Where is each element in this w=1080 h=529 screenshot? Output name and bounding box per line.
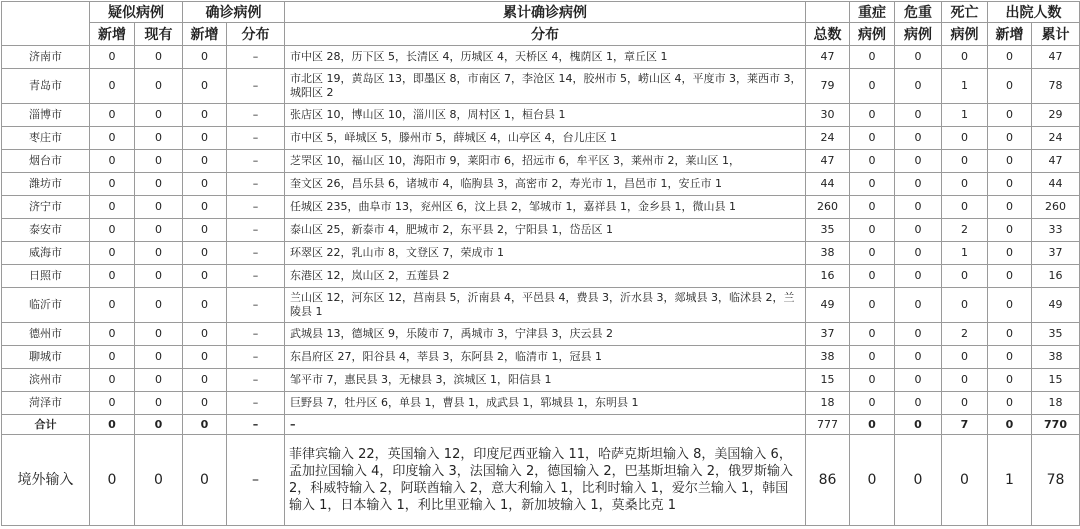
table-row (2, 346, 1080, 369)
suspected-new-cell: 0 (90, 415, 135, 435)
total-cell: 30 (806, 104, 850, 127)
severe-cell: 0 (850, 435, 895, 526)
death-cell: 0 (942, 265, 988, 288)
confirmed-distribution-cell: – (227, 127, 285, 150)
severe-cell: 0 (850, 127, 895, 150)
total-cell: 86 (806, 435, 850, 526)
distribution-cell: 张店区 10，博山区 10，淄川区 8，周村区 1，桓台县 1 (285, 104, 806, 127)
city-cell: 合计 (2, 415, 90, 435)
critical-cell: 0 (895, 196, 942, 219)
total-row (2, 415, 1080, 435)
confirmed-new-cell: 0 (183, 288, 227, 323)
suspected-new-cell: 0 (90, 242, 135, 265)
death-cell: 0 (942, 369, 988, 392)
critical-cell: 0 (895, 127, 942, 150)
suspected-current-cell: 0 (135, 346, 183, 369)
death-cell: 0 (942, 46, 988, 69)
severe-cell: 0 (850, 104, 895, 127)
confirmed-new-cell: 0 (183, 196, 227, 219)
suspected-current-cell: 0 (135, 104, 183, 127)
death-cell: 0 (942, 392, 988, 415)
confirmed-new-cell: 0 (183, 150, 227, 173)
critical-cell: 0 (895, 104, 942, 127)
discharged-new-cell: 0 (988, 46, 1032, 69)
suspected-new-cell: 0 (90, 346, 135, 369)
city-cell: 济南市 (2, 46, 90, 69)
suspected-new-cell: 0 (90, 196, 135, 219)
total-cell: 260 (806, 196, 850, 219)
discharged-total-cell: 44 (1032, 173, 1080, 196)
confirmed-new-cell: 0 (183, 173, 227, 196)
critical-cell: 0 (895, 415, 942, 435)
confirmed-distribution-cell: – (227, 69, 285, 104)
suspected-current-cell: 0 (135, 288, 183, 323)
death-cell: 0 (942, 346, 988, 369)
city-cell: 临沂市 (2, 288, 90, 323)
distribution-cell: 奎文区 26，昌乐县 6，诸城市 4，临朐县 3，高密市 2，寿光市 1，昌邑市 1，安丘市 1 (285, 173, 806, 196)
header-discharged-new: 新增 (988, 23, 1032, 46)
table-row (2, 288, 1080, 323)
severe-cell: 0 (850, 150, 895, 173)
death-cell: 0 (942, 196, 988, 219)
suspected-new-cell: 0 (90, 323, 135, 346)
suspected-current-cell: 0 (135, 196, 183, 219)
distribution-cell: 泰山区 25，新泰市 4，肥城市 2，东平县 2，宁阳县 1，岱岳区 1 (285, 219, 806, 242)
table-row (2, 242, 1080, 265)
discharged-new-cell: 0 (988, 323, 1032, 346)
confirmed-new-cell: 0 (183, 46, 227, 69)
total-cell: 49 (806, 288, 850, 323)
discharged-total-cell: 260 (1032, 196, 1080, 219)
suspected-new-cell: 0 (90, 69, 135, 104)
table-row (2, 323, 1080, 346)
distribution-cell: 巨野县 7，牡丹区 6，单县 1，曹县 1，成武县 1，郓城县 1，东明县 1 (285, 392, 806, 415)
header-critical: 危重 (895, 2, 942, 23)
confirmed-distribution-cell: – (227, 173, 285, 196)
discharged-total-cell: 78 (1032, 69, 1080, 104)
header-confirmed: 确诊病例 (183, 2, 285, 23)
confirmed-distribution-cell: – (227, 150, 285, 173)
confirmed-new-cell: 0 (183, 265, 227, 288)
header-city-blank (2, 2, 90, 46)
suspected-current-cell: 0 (135, 323, 183, 346)
discharged-total-cell: 16 (1032, 265, 1080, 288)
discharged-new-cell: 0 (988, 242, 1032, 265)
suspected-current-cell: 0 (135, 150, 183, 173)
discharged-total-cell: 35 (1032, 323, 1080, 346)
total-cell: 37 (806, 323, 850, 346)
distribution-cell: 环翠区 22，乳山市 8，文登区 7，荣成市 1 (285, 242, 806, 265)
suspected-new-cell: 0 (90, 127, 135, 150)
city-cell: 境外输入 (2, 435, 90, 526)
city-cell: 威海市 (2, 242, 90, 265)
total-cell: 15 (806, 369, 850, 392)
city-cell: 菏泽市 (2, 392, 90, 415)
total-cell: 16 (806, 265, 850, 288)
death-cell: 0 (942, 288, 988, 323)
header-suspected-current: 现有 (135, 23, 183, 46)
death-cell: 7 (942, 415, 988, 435)
suspected-current-cell: 0 (135, 265, 183, 288)
discharged-total-cell: 37 (1032, 242, 1080, 265)
table-row (2, 173, 1080, 196)
suspected-new-cell: 0 (90, 173, 135, 196)
critical-cell: 0 (895, 369, 942, 392)
confirmed-distribution-cell: – (227, 392, 285, 415)
header-death: 死亡 (942, 2, 988, 23)
total-cell: 35 (806, 219, 850, 242)
suspected-new-cell: 0 (90, 369, 135, 392)
death-cell: 1 (942, 69, 988, 104)
confirmed-new-cell: 0 (183, 415, 227, 435)
confirmed-distribution-cell: – (227, 415, 285, 435)
city-cell: 淄博市 (2, 104, 90, 127)
covid-case-table (1, 1, 1080, 526)
suspected-new-cell: 0 (90, 392, 135, 415)
discharged-new-cell: 0 (988, 219, 1032, 242)
death-cell: 2 (942, 323, 988, 346)
severe-cell: 0 (850, 369, 895, 392)
suspected-new-cell: 0 (90, 265, 135, 288)
severe-cell: 0 (850, 288, 895, 323)
severe-cell: 0 (850, 415, 895, 435)
discharged-new-cell: 0 (988, 369, 1032, 392)
total-cell: 24 (806, 127, 850, 150)
header-discharged: 出院人数 (988, 2, 1080, 23)
confirmed-distribution-cell: – (227, 242, 285, 265)
header-total-blank (806, 2, 850, 23)
header-severe-cases: 病例 (850, 23, 895, 46)
total-cell: 44 (806, 173, 850, 196)
header-death-cases: 病例 (942, 23, 988, 46)
city-cell: 聊城市 (2, 346, 90, 369)
total-cell: 38 (806, 346, 850, 369)
confirmed-new-cell: 0 (183, 346, 227, 369)
severe-cell: 0 (850, 346, 895, 369)
confirmed-distribution-cell: – (227, 435, 285, 526)
confirmed-distribution-cell: – (227, 219, 285, 242)
header-suspected: 疑似病例 (90, 2, 183, 23)
table-row (2, 392, 1080, 415)
suspected-current-cell: 0 (135, 415, 183, 435)
header-discharged-total: 累计 (1032, 23, 1080, 46)
discharged-new-cell: 0 (988, 415, 1032, 435)
discharged-new-cell: 0 (988, 288, 1032, 323)
suspected-new-cell: 0 (90, 219, 135, 242)
discharged-total-cell: 24 (1032, 127, 1080, 150)
critical-cell: 0 (895, 346, 942, 369)
table-row (2, 104, 1080, 127)
confirmed-new-cell: 0 (183, 219, 227, 242)
discharged-new-cell: 0 (988, 104, 1032, 127)
table-row (2, 219, 1080, 242)
critical-cell: 0 (895, 173, 942, 196)
critical-cell: 0 (895, 150, 942, 173)
city-cell: 济宁市 (2, 196, 90, 219)
discharged-new-cell: 0 (988, 265, 1032, 288)
total-cell: 47 (806, 150, 850, 173)
header-total: 总数 (806, 23, 850, 46)
death-cell: 0 (942, 173, 988, 196)
table-row (2, 196, 1080, 219)
severe-cell: 0 (850, 196, 895, 219)
critical-cell: 0 (895, 242, 942, 265)
confirmed-new-cell: 0 (183, 435, 227, 526)
discharged-new-cell: 0 (988, 392, 1032, 415)
header-suspected-new: 新增 (90, 23, 135, 46)
distribution-cell: 东港区 12，岚山区 2，五莲县 2 (285, 265, 806, 288)
severe-cell: 0 (850, 265, 895, 288)
death-cell: 0 (942, 435, 988, 526)
suspected-new-cell: 0 (90, 104, 135, 127)
confirmed-new-cell: 0 (183, 242, 227, 265)
table-row (2, 46, 1080, 69)
distribution-cell: 市中区 5，峄城区 5，滕州市 5，薛城区 4，山亭区 4，台儿庄区 1 (285, 127, 806, 150)
city-cell: 滨州市 (2, 369, 90, 392)
discharged-total-cell: 47 (1032, 150, 1080, 173)
critical-cell: 0 (895, 69, 942, 104)
total-cell: 38 (806, 242, 850, 265)
distribution-cell: 菲律宾输入 22，英国输入 12，印度尼西亚输入 11，哈萨克斯坦输入 8，美国输入 6，孟加拉国输入 4，印度输入 3，法国输入 2，德国输入 2，巴基斯坦输入 2，俄罗斯输入 2，科威特输入 2，阿联酋输入 2，意大利输入 1，比利时输入 1，爱尔兰输入 1，韩国输入 1，日本输入 1，利比里亚输入 1，新加坡输入 1，莫桑比克 1 (285, 435, 806, 526)
city-cell: 德州市 (2, 323, 90, 346)
critical-cell: 0 (895, 219, 942, 242)
table-body (2, 46, 1080, 526)
critical-cell: 0 (895, 46, 942, 69)
discharged-total-cell: 78 (1032, 435, 1080, 526)
confirmed-new-cell: 0 (183, 104, 227, 127)
confirmed-distribution-cell: – (227, 104, 285, 127)
confirmed-new-cell: 0 (183, 69, 227, 104)
suspected-current-cell: 0 (135, 46, 183, 69)
suspected-current-cell: 0 (135, 69, 183, 104)
discharged-total-cell: 29 (1032, 104, 1080, 127)
table-row (2, 265, 1080, 288)
table-row (2, 369, 1080, 392)
confirmed-new-cell: 0 (183, 323, 227, 346)
suspected-new-cell: 0 (90, 288, 135, 323)
discharged-new-cell: 0 (988, 346, 1032, 369)
confirmed-new-cell: 0 (183, 127, 227, 150)
suspected-current-cell: 0 (135, 435, 183, 526)
total-cell: 777 (806, 415, 850, 435)
confirmed-distribution-cell: – (227, 288, 285, 323)
table-row (2, 69, 1080, 104)
city-cell: 潍坊市 (2, 173, 90, 196)
discharged-total-cell: 33 (1032, 219, 1080, 242)
discharged-total-cell: 38 (1032, 346, 1080, 369)
severe-cell: 0 (850, 69, 895, 104)
discharged-new-cell: 0 (988, 127, 1032, 150)
confirmed-distribution-cell: – (227, 323, 285, 346)
header-confirmed-new: 新增 (183, 23, 227, 46)
discharged-new-cell: 0 (988, 69, 1032, 104)
suspected-current-cell: 0 (135, 392, 183, 415)
distribution-cell: 邹平市 7，惠民县 3，无棣县 3，滨城区 1，阳信县 1 (285, 369, 806, 392)
critical-cell: 0 (895, 288, 942, 323)
death-cell: 1 (942, 242, 988, 265)
suspected-current-cell: 0 (135, 242, 183, 265)
severe-cell: 0 (850, 46, 895, 69)
total-cell: 79 (806, 69, 850, 104)
death-cell: 2 (942, 219, 988, 242)
discharged-total-cell: 15 (1032, 369, 1080, 392)
critical-cell: 0 (895, 435, 942, 526)
distribution-cell: 市中区 28，历下区 5，长清区 4，历城区 4，天桥区 4，槐荫区 1，章丘区 1 (285, 46, 806, 69)
table-header (2, 2, 1080, 46)
header-severe: 重症 (850, 2, 895, 23)
suspected-current-cell: 0 (135, 127, 183, 150)
suspected-current-cell: 0 (135, 173, 183, 196)
discharged-new-cell: 0 (988, 173, 1032, 196)
distribution-cell: 芝罘区 10，福山区 10，海阳市 9，莱阳市 6，招远市 6，牟平区 3，莱州市 2，莱山区 1， (285, 150, 806, 173)
city-cell: 青岛市 (2, 69, 90, 104)
header-cumulative: 累计确诊病例 (285, 2, 806, 23)
city-cell: 枣庄市 (2, 127, 90, 150)
severe-cell: 0 (850, 242, 895, 265)
severe-cell: 0 (850, 219, 895, 242)
total-cell: 47 (806, 46, 850, 69)
header-confirmed-distribution: 分布 (227, 23, 285, 46)
death-cell: 1 (942, 104, 988, 127)
suspected-current-cell: 0 (135, 369, 183, 392)
header-cumulative-distribution: 分布 (285, 23, 806, 46)
distribution-cell: – (285, 415, 806, 435)
suspected-new-cell: 0 (90, 435, 135, 526)
distribution-cell: 东昌府区 27，阳谷县 4，莘县 3，东阿县 2，临清市 1，冠县 1 (285, 346, 806, 369)
confirmed-new-cell: 0 (183, 369, 227, 392)
discharged-total-cell: 770 (1032, 415, 1080, 435)
suspected-new-cell: 0 (90, 150, 135, 173)
distribution-cell: 兰山区 12，河东区 12，莒南县 5，沂南县 4，平邑县 4，费县 3，沂水县 3，郯城县 3，临沭县 2，兰陵县 1 (285, 288, 806, 323)
confirmed-distribution-cell: – (227, 196, 285, 219)
confirmed-distribution-cell: – (227, 46, 285, 69)
discharged-new-cell: 0 (988, 150, 1032, 173)
total-cell: 18 (806, 392, 850, 415)
discharged-total-cell: 47 (1032, 46, 1080, 69)
discharged-new-cell: 0 (988, 196, 1032, 219)
city-cell: 泰安市 (2, 219, 90, 242)
confirmed-new-cell: 0 (183, 392, 227, 415)
confirmed-distribution-cell: – (227, 265, 285, 288)
discharged-new-cell: 1 (988, 435, 1032, 526)
death-cell: 0 (942, 150, 988, 173)
severe-cell: 0 (850, 323, 895, 346)
severe-cell: 0 (850, 392, 895, 415)
confirmed-distribution-cell: – (227, 369, 285, 392)
critical-cell: 0 (895, 392, 942, 415)
header-critical-cases: 病例 (895, 23, 942, 46)
table-row (2, 127, 1080, 150)
city-cell: 烟台市 (2, 150, 90, 173)
suspected-current-cell: 0 (135, 219, 183, 242)
discharged-total-cell: 49 (1032, 288, 1080, 323)
suspected-new-cell: 0 (90, 46, 135, 69)
death-cell: 0 (942, 127, 988, 150)
discharged-total-cell: 18 (1032, 392, 1080, 415)
distribution-cell: 市北区 19，黄岛区 13，即墨区 8，市南区 7，李沧区 14，胶州市 5，崂山区 4，平度市 3，莱西市 3，城阳区 2 (285, 69, 806, 104)
foreign-input-row (2, 435, 1080, 526)
city-cell: 日照市 (2, 265, 90, 288)
table-row (2, 150, 1080, 173)
distribution-cell: 任城区 235，曲阜市 13，兖州区 6，汶上县 2，邹城市 1，嘉祥县 1，金乡县 1，微山县 1 (285, 196, 806, 219)
confirmed-distribution-cell: – (227, 346, 285, 369)
critical-cell: 0 (895, 323, 942, 346)
distribution-cell: 武城县 13，德城区 9，乐陵市 7，禹城市 3，宁津县 3，庆云县 2 (285, 323, 806, 346)
severe-cell: 0 (850, 173, 895, 196)
critical-cell: 0 (895, 265, 942, 288)
